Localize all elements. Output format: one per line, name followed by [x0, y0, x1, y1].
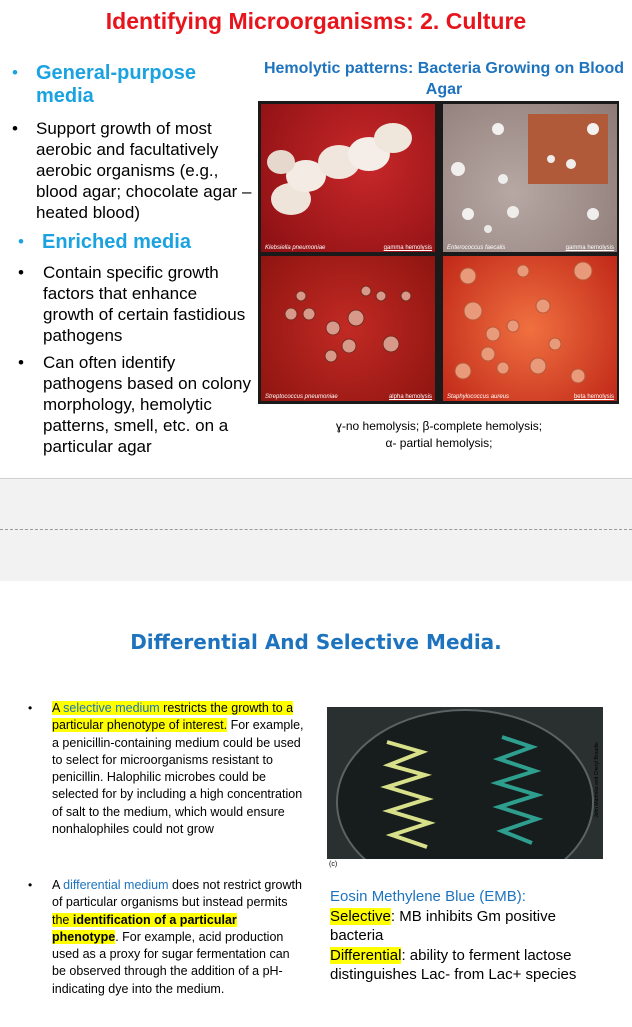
panel-organism: Staphylococcus aureus	[447, 394, 510, 400]
hemolysis-figure	[258, 101, 619, 404]
photo-credit: John Martinko and Cheryl Broadie	[593, 742, 600, 818]
selective-text: : MB inhibits Gm positive bacteria	[330, 907, 556, 944]
text-run: does not restrict growth of particular organisms but instead permits	[52, 878, 302, 910]
panel-organism: Enterococcus faecalis	[447, 245, 506, 251]
bullet-general-text: • Support growth of most aerobic and facultatively aerobic organisms (e.g., blood agar; chocolate agar – heated blood)	[12, 118, 254, 223]
slide-separator	[0, 478, 632, 582]
general-heading: General-purpose media	[36, 62, 197, 107]
general-text: Support growth of most aerobic and facultatively aerobic organisms (e.g., blood agar; chocolate agar – heated blood)	[36, 119, 252, 222]
selective-paragraph	[52, 700, 304, 838]
panel-staphylococcus	[443, 256, 617, 401]
panel-pattern: alpha hemolysis	[388, 394, 432, 400]
bullet-enriched-heading: • Enriched media	[18, 231, 248, 254]
selective-label: Selective	[330, 907, 391, 925]
differential-label: Differential	[330, 946, 402, 964]
slide-1	[0, 0, 632, 478]
bullet-enriched-text-1: • Contain specific growth factors that enhance growth of certain fastidious pathogens	[18, 262, 248, 346]
emb-selective	[330, 907, 610, 946]
panel-pattern: beta hemolysis	[573, 394, 614, 400]
panel-organism: Klebsiella pneumoniae	[265, 245, 326, 251]
emb-differential	[330, 946, 610, 985]
text-run: restricts the growth to a particular phenotype of interest.	[52, 701, 294, 733]
enriched-heading: Enriched media	[42, 231, 191, 253]
photo-label: (c)	[329, 861, 338, 868]
panel-pattern: gamma hemolysis	[383, 245, 432, 251]
panel-pattern: gamma hemolysis	[565, 245, 614, 251]
hemolysis-line-1: ɣ-no hemolysis; β-complete hemolysis;	[335, 419, 543, 433]
panel-streptococcus	[261, 256, 435, 401]
panel-klebsiella	[261, 104, 435, 252]
colony-image	[443, 104, 617, 252]
panel-organism: Streptococcus pneumoniae	[265, 394, 338, 400]
text-run: A	[52, 701, 64, 715]
figure-title: Hemolytic patterns: Bacteria Growing on Blood Agar	[263, 60, 625, 98]
differential-term: differential medium	[63, 878, 169, 892]
text-run: identification of a particular phenotype	[52, 912, 237, 944]
colony-image	[261, 256, 435, 401]
selective-term: selective medium	[63, 701, 160, 715]
panel-enterococcus	[443, 104, 617, 252]
hemolysis-legend	[258, 418, 620, 452]
hemolysis-line-2: α- partial hemolysis;	[385, 436, 493, 450]
colony-image	[443, 256, 617, 401]
differential-paragraph	[52, 877, 304, 998]
enriched-text-2: Can often identify pathogens based on colony morphology, hemolytic patterns, smell, etc. on a particular agar	[43, 353, 251, 456]
bullet-dot: •	[28, 701, 33, 715]
text-run: . For example, acid production used as a proxy for sugar fermentation can be observed through the addition of a pH-indicating dye into the medium.	[52, 929, 290, 996]
bullet-general-heading: • General-purpose media	[12, 62, 252, 108]
bullet-dot: •	[28, 878, 33, 892]
bullet-enriched-text-2: • Can often identify pathogens based on colony morphology, hemolytic patterns, smell, etc. on a particular agar	[18, 352, 254, 457]
petri-dish-image	[327, 707, 603, 859]
emb-box	[330, 887, 610, 985]
enriched-text-1: Contain specific growth factors that enhance growth of certain fastidious pathogens	[43, 263, 246, 345]
slide-title: Differential And Selective Media.	[130, 630, 502, 654]
slide-2	[0, 581, 632, 1027]
differential-text: : ability to ferment lactose distinguishes Lac- from Lac+ species	[330, 946, 577, 983]
emb-title: Eosin Methylene Blue (EMB):	[330, 888, 526, 905]
emb-plate-photo	[327, 707, 603, 868]
slide-title: Identifying Microorganisms: 2. Culture	[105, 8, 527, 34]
colony-image	[261, 104, 435, 252]
text-run: A	[52, 878, 64, 892]
text-run: the	[52, 912, 73, 927]
text-run: For example, a penicillin-containing medium could be used to select for microorganisms resistant to penicillin. Halophilic microbes could be selected for by including a high concentration of salt to the medium, which would ensure nonhalophiles could not grow	[52, 718, 304, 837]
dashed-divider	[0, 529, 632, 530]
